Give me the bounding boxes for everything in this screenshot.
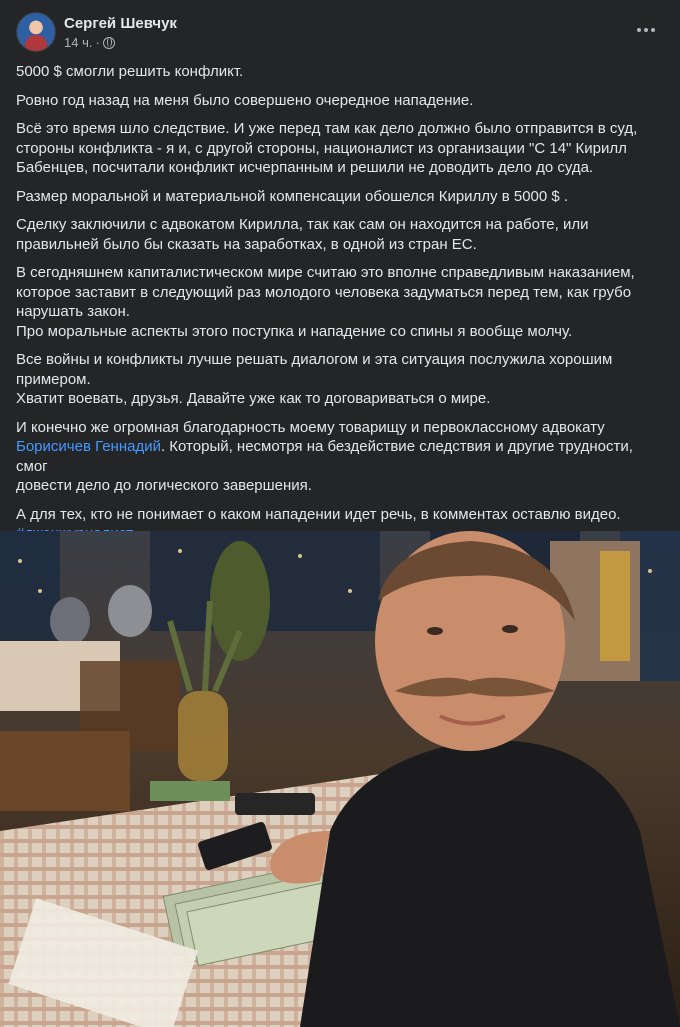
post-paragraph: Все войны и конфликты лучше решать диалогом и эта ситуация послужила хорошим примером. Хватит воевать, друзья. Давайте уже как то договариваться о мире. [16, 351, 613, 407]
post-paragraph: В сегодняшнем капиталистическом мире считаю это вполне справедливым наказанием, которое заставит в следующий раз молодого человека задуматься перед тем, как грубо нарушать закон. Про моральные аспекты этого поступка и нападение со спины я вообще молчу. [16, 264, 635, 340]
more-dot [637, 28, 641, 32]
dot-separator: · [95, 34, 100, 50]
thanks-text-after: . Который, несмотря на бездействие следствия и другие трудности, смог довести дело до логического завершения. [16, 438, 633, 494]
lawyer-profile-link[interactable]: Борисичев Геннадий [16, 438, 161, 455]
author-avatar[interactable] [16, 12, 56, 52]
author-name[interactable]: Сергей Шевчук [64, 14, 177, 32]
last-paragraph-text: А для тех, кто не понимает о каком нападении идет речь, в комментах оставлю видео. [16, 505, 621, 523]
post-time-row [64, 35, 177, 51]
post-paragraph: Всё это время шло следствие. И уже перед там как дело должно было отправится в суд, стороны конфликта - я и, с другой стороны, националист из организации "С 14" Кирилл Бабенцев, посчитали конфликт исчерпанным и решили не доводить дело до суда. [16, 120, 638, 176]
post-text [16, 62, 666, 546]
post-paragraph: Размер моральной и материальной компенсации обошелся Кириллу в 5000 $ . [16, 187, 569, 205]
post-time[interactable]: 14 ч. [64, 34, 93, 50]
post-paragraph: 5000 $ смогли решить конфликт. [16, 63, 244, 80]
post-paragraph: Ровно год назад на меня было совершено очередное нападение. [16, 91, 474, 109]
more-icon[interactable] [628, 16, 664, 44]
thanks-paragraph [16, 418, 666, 496]
post-header [16, 12, 177, 52]
more-dot [644, 28, 648, 32]
thanks-text-before: И конечно же огромная благодарность моему товарищу и первоклассному адвокату [16, 418, 605, 436]
post-photo[interactable] [0, 531, 680, 1027]
more-dot [651, 28, 655, 32]
post-meta [64, 14, 177, 51]
photo-image [0, 531, 680, 1027]
globe-icon[interactable] [103, 37, 115, 49]
post-paragraph: Сделку заключили с адвокатом Кирилла, так как сам он находится на работе, или правильней было бы сказать на заработках, в одной из стран ЕС. [16, 216, 589, 253]
